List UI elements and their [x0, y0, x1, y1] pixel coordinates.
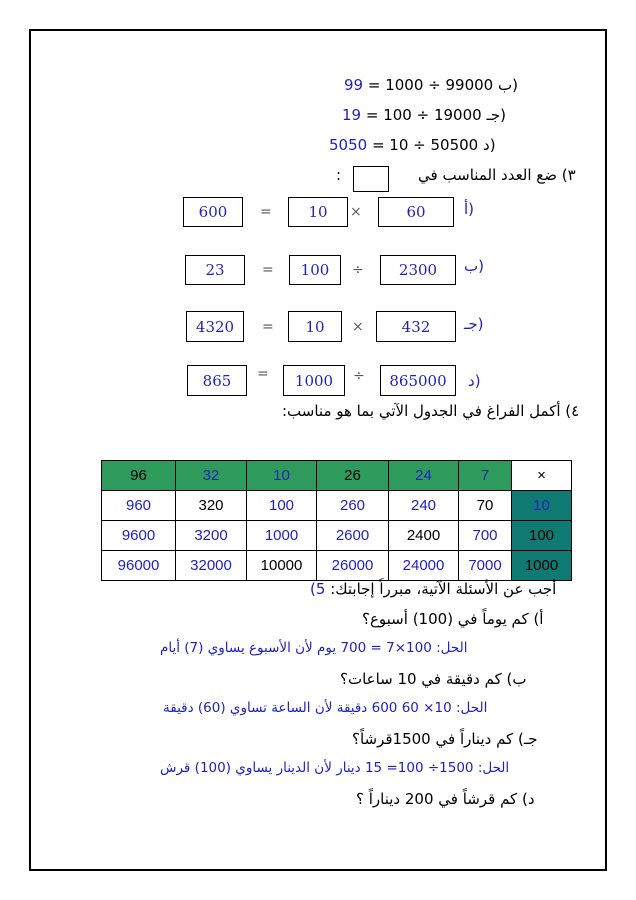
table-cell: 96 — [102, 461, 176, 491]
table-cell: 24000 — [389, 551, 459, 581]
table-cell: 100 — [247, 491, 317, 521]
q3j-operand-a: 432 — [376, 311, 456, 342]
q3-heading: ٣) ضع العدد المناسب في — [418, 166, 576, 184]
result: 19 — [342, 106, 362, 124]
table-cell: 320 — [176, 491, 247, 521]
table-cell: 24 — [389, 461, 459, 491]
q3a-result: 600 — [183, 197, 243, 227]
q3d-operand-b: 1000 — [283, 365, 345, 396]
table-row — [102, 521, 572, 551]
q5a-question: أ) كم يوماً في (100) أسبوع؟ — [362, 610, 544, 628]
table-cell: 26 — [317, 461, 389, 491]
table-cell: 700 — [459, 521, 512, 551]
q3-colon: : — [336, 166, 342, 184]
table-cell: 3200 — [176, 521, 247, 551]
q5-text: أجب عن الأسئلة الآتية، مبرراً إجابتك: — [330, 580, 557, 598]
q3d-operand-a: 865000 — [380, 365, 456, 396]
expression: = 100 ÷ 19000 — [365, 106, 482, 124]
table-cell: 240 — [389, 491, 459, 521]
multiplication-table — [101, 460, 572, 581]
solution-text: 1500÷ 100= 15 دينار لأن الدينار يساوي (100) قرش — [160, 760, 474, 776]
q5b-question: ب) كم دقيقة في 10 ساعات؟ — [340, 670, 527, 688]
q3b-operand-a: 2300 — [380, 255, 456, 285]
label: د) — [483, 136, 496, 154]
table-cell: 100 — [512, 521, 572, 551]
solution-label: الحل: — [436, 640, 468, 656]
solution-label: الحل: — [455, 700, 488, 716]
table-cell: 96000 — [102, 551, 176, 581]
table-cell: 26000 — [317, 551, 389, 581]
equation-d — [329, 136, 496, 154]
table-cell: 32000 — [176, 551, 247, 581]
table-cell: 10 — [512, 491, 572, 521]
q3j-equals: = — [262, 319, 274, 335]
table-cell: 32 — [176, 461, 247, 491]
table-row — [102, 551, 572, 581]
table-cell: 10 — [247, 461, 317, 491]
equation-j — [342, 106, 506, 124]
q3b-label: ب) — [464, 257, 484, 275]
table-cell: 70 — [459, 491, 512, 521]
q3a-operand-b: 10 — [288, 197, 348, 227]
result: 99 — [344, 76, 364, 94]
q5d-question: د) كم قرشاً في 200 ديناراً ؟ — [356, 790, 535, 808]
q3a-equals: = — [260, 204, 272, 220]
table-cell: 1000 — [512, 551, 572, 581]
table-cell: 960 — [102, 491, 176, 521]
solution-text: 100×7 = 700 يوم لأن الأسبوع يساوي (7) أيام — [160, 640, 432, 656]
equation-b — [344, 76, 518, 94]
table-cell: 2600 — [317, 521, 389, 551]
expression: = 10 ÷ 50500 — [371, 136, 479, 154]
table-cell: 1000 — [247, 521, 317, 551]
q3j-result: 4320 — [186, 311, 244, 342]
expression: = 1000 ÷ 99000 — [367, 76, 494, 94]
q4-heading: ٤) أكمل الفراغ في الجدول الآتي بما هو مناسب: — [282, 402, 580, 420]
q5-number: 5) — [310, 580, 326, 598]
solution-label: الحل: — [477, 760, 510, 776]
q3a-operator: × — [350, 204, 362, 220]
label: جـ) — [486, 106, 506, 124]
table-row — [102, 461, 572, 491]
solution-text: 10× 60 600 دقيقة لأن الساعة تساوي (60) دقيقة — [163, 700, 452, 716]
q3a-operand-a: 60 — [378, 197, 454, 227]
table-cell: 10000 — [247, 551, 317, 581]
q5-heading — [310, 580, 556, 598]
q3b-equals: = — [262, 262, 274, 278]
q3b-operator: ÷ — [352, 262, 364, 278]
q5j-question: جـ) كم ديناراً في 1500قرشاً؟ — [352, 730, 538, 748]
q3b-operand-b: 100 — [289, 255, 341, 285]
q3b-result: 23 — [185, 255, 245, 285]
table-cell: 7 — [459, 461, 512, 491]
table-row — [102, 491, 572, 521]
q5j-solution — [160, 760, 509, 776]
q3j-label: جـ) — [464, 315, 484, 333]
label: ب) — [498, 76, 518, 94]
q3d-operator: ÷ — [353, 368, 365, 384]
q3d-label: د) — [468, 372, 481, 390]
q3a-label: أ) — [464, 200, 475, 218]
q3j-operator: × — [352, 319, 364, 335]
q5b-solution — [163, 700, 487, 716]
q5a-solution — [160, 640, 467, 656]
table-cell: 260 — [317, 491, 389, 521]
result: 5050 — [329, 136, 368, 154]
q3d-equals: = — [257, 366, 269, 382]
table-cell: 9600 — [102, 521, 176, 551]
table-cell: 7000 — [459, 551, 512, 581]
table-cell: × — [512, 461, 572, 491]
q3j-operand-b: 10 — [288, 311, 342, 342]
q3d-result: 865 — [187, 365, 247, 396]
table-cell: 2400 — [389, 521, 459, 551]
empty-answer-box — [353, 166, 389, 192]
